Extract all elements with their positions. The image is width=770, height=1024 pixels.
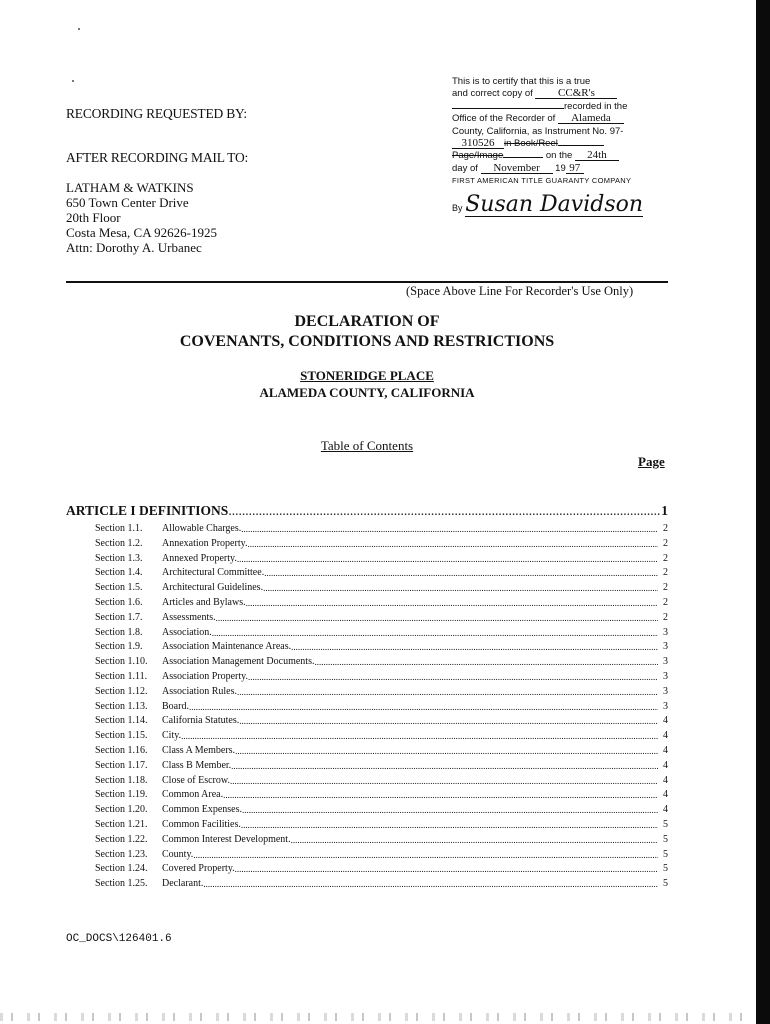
dot-leader: [237, 552, 658, 567]
document-title-line2: COVENANTS, CONDITIONS AND RESTRICTIONS: [179, 333, 555, 350]
section-page: 4: [663, 774, 668, 786]
cert-fill: 97: [566, 163, 584, 174]
dot-leader: [228, 503, 661, 519]
section-number: Section 1.11.: [95, 670, 148, 682]
toc-section-row: [95, 685, 668, 700]
section-number: Section 1.19.: [95, 789, 148, 801]
section-title: Annexation Property.: [162, 537, 248, 549]
section-page: 4: [663, 789, 668, 801]
dot-leader: [239, 714, 658, 729]
section-title: City.: [162, 730, 182, 742]
dot-leader: [247, 537, 658, 552]
dot-leader: [216, 611, 658, 626]
dot-leader: [237, 685, 658, 700]
toc-heading: Table of Contents: [320, 438, 414, 453]
dot-leader: [314, 655, 658, 670]
project-location: ALAMEDA COUNTY, CALIFORNIA: [259, 385, 475, 400]
section-title: Close of Escrow.: [162, 774, 230, 786]
section-title: Association Maintenance Areas.: [162, 641, 292, 653]
section-number: Section 1.16.: [95, 744, 148, 756]
scan-noise: [0, 1013, 756, 1021]
dot-leader: [263, 581, 658, 596]
section-number: Section 1.2.: [95, 537, 143, 549]
signature: Susan Davidson: [465, 191, 644, 217]
address-line: LATHAM & WATKINS: [66, 180, 194, 195]
document-title: DECLARATION OF: [294, 313, 440, 330]
toc-section-row: [95, 581, 668, 596]
dot-leader: [193, 848, 658, 863]
toc-section-row: [95, 655, 668, 670]
recorder-use-note: (Space Above Line For Recorder's Use Only): [406, 284, 634, 298]
toc-section-row: [95, 537, 668, 552]
dot-leader: [235, 862, 658, 877]
section-title: Architectural Committee.: [162, 567, 265, 579]
cert-line: This is to certify that this is a true: [452, 76, 591, 87]
section-title: Common Area.: [162, 789, 224, 801]
section-number: Section 1.4.: [95, 567, 143, 579]
dot-leader: [246, 596, 658, 611]
section-title: Common Interest Development.: [162, 833, 291, 845]
cert-line: recorded in the: [452, 101, 652, 113]
section-number: Section 1.8.: [95, 626, 143, 638]
toc-section-row: [95, 596, 668, 611]
toc-section-row: [95, 714, 668, 729]
section-title: Association Rules.: [162, 685, 237, 697]
section-title: Association Property.: [162, 670, 249, 682]
cert-line: County, California, as Instrument No. 97-: [452, 125, 624, 137]
section-page: 3: [663, 626, 668, 638]
toc-section-row: [95, 833, 668, 848]
toc-section-row: [95, 744, 668, 759]
section-title: County.: [162, 848, 194, 860]
toc-section-row: [95, 611, 668, 626]
section-title: Architectural Guidelines.: [162, 582, 264, 594]
section-title: Common Expenses.: [162, 804, 242, 816]
section-number: Section 1.18.: [95, 774, 148, 786]
toc-section-row: [95, 803, 668, 818]
dot-leader: [291, 640, 658, 655]
article-page: 1: [661, 503, 668, 518]
section-number: Section 1.24.: [95, 863, 148, 875]
recorder-divider: [66, 281, 668, 283]
address-line: Attn: Dorothy A. Urbanec: [66, 240, 202, 255]
section-page: 3: [663, 700, 668, 712]
dot-leader: [181, 729, 658, 744]
dot-leader: [230, 774, 658, 789]
section-title: Common Facilities.: [162, 818, 241, 830]
cert-line: and correct copy of CC&R's: [452, 88, 652, 100]
section-number: Section 1.9.: [95, 641, 143, 653]
section-page: 4: [663, 715, 668, 727]
mailing-address: [66, 180, 217, 255]
section-title: Declarant.: [162, 878, 204, 890]
section-number: Section 1.13.: [95, 700, 148, 712]
toc-article-row: [66, 503, 668, 519]
certification-stamp: [452, 76, 652, 217]
toc-section-list: [95, 522, 668, 892]
toc-section-row: [95, 818, 668, 833]
section-page: 2: [663, 596, 668, 608]
section-number: Section 1.15.: [95, 730, 148, 742]
section-title: Association Management Documents.: [162, 656, 315, 668]
section-title: Annexed Property.: [162, 552, 237, 564]
signature-line: By Susan Davidson: [452, 191, 644, 217]
section-title: Association.: [162, 626, 212, 638]
dot-leader: [203, 877, 658, 892]
cert-fill: Alameda: [558, 113, 624, 124]
section-number: Section 1.3.: [95, 552, 143, 564]
section-page: 2: [663, 582, 668, 594]
toc-section-row: [95, 877, 668, 892]
cert-line: Page/Image on the 24th: [452, 150, 652, 162]
title-company: FIRST AMERICAN TITLE GUARANTY COMPANY: [452, 176, 632, 186]
document-id: OC_DOCS\126401.6: [66, 933, 172, 945]
section-number: Section 1.25.: [95, 878, 148, 890]
dot-leader: [291, 833, 658, 848]
section-page: 2: [663, 611, 668, 623]
section-number: Section 1.14.: [95, 715, 148, 727]
scan-speck: [78, 28, 80, 30]
address-line: Costa Mesa, CA 92626-1925: [66, 225, 217, 240]
section-page: 3: [663, 656, 668, 668]
section-page: 3: [663, 641, 668, 653]
toc-section-row: [95, 566, 668, 581]
scan-edge: [756, 0, 770, 1024]
project-name: STONERIDGE PLACE: [300, 368, 434, 383]
scan-speck: [72, 80, 74, 82]
section-page: 3: [663, 670, 668, 682]
section-page: 4: [663, 804, 668, 816]
section-page: 5: [663, 878, 668, 890]
section-number: Section 1.7.: [95, 611, 143, 623]
section-number: Section 1.22.: [95, 833, 148, 845]
cert-fill: CC&R's: [535, 88, 617, 99]
toc-section-row: [95, 626, 668, 641]
section-number: Section 1.6.: [95, 596, 143, 608]
section-title: Allowable Charges.: [162, 523, 242, 534]
section-page: 2: [663, 552, 668, 564]
cert-line: day of November 19 97: [452, 163, 652, 175]
toc-section-row: [95, 862, 668, 877]
cert-fill: 310526: [452, 138, 504, 149]
cert-fill: November: [481, 163, 553, 174]
toc-section-row: [95, 729, 668, 744]
dot-leader: [235, 744, 658, 759]
dot-leader: [242, 803, 658, 818]
address-line: 20th Floor: [66, 210, 121, 225]
section-number: Section 1.17.: [95, 759, 148, 771]
toc-section-row: [95, 788, 668, 803]
section-title: Assessments.: [162, 611, 216, 623]
section-title: Class A Members.: [162, 744, 236, 756]
dot-leader: [248, 670, 658, 685]
dot-leader: [241, 818, 658, 833]
dot-leader: [231, 759, 658, 774]
toc-section-row: [95, 670, 668, 685]
toc-section-row: [95, 522, 668, 537]
dot-leader: [241, 522, 658, 537]
section-title: Articles and Bylaws.: [162, 596, 246, 608]
mail-to-label: AFTER RECORDING MAIL TO:: [66, 150, 249, 165]
dot-leader: [189, 700, 658, 715]
section-number: Section 1.20.: [95, 804, 148, 816]
dot-leader: [264, 566, 658, 581]
toc-section-row: [95, 552, 668, 567]
article-label: ARTICLE I DEFINITIONS: [66, 503, 229, 518]
recording-requested-label: RECORDING REQUESTED BY:: [66, 106, 247, 121]
section-page: 4: [663, 730, 668, 742]
section-page: 3: [663, 685, 668, 697]
cert-line: Office of the Recorder of Alameda: [452, 113, 652, 125]
address-line: 650 Town Center Drive: [66, 195, 189, 210]
section-page: 2: [663, 567, 668, 579]
section-page: 2: [663, 523, 668, 534]
section-page: 5: [663, 848, 668, 860]
cert-line: 310526 in Book/Reel: [452, 138, 652, 150]
page-column-heading: Page: [638, 454, 665, 469]
toc-section-row: [95, 774, 668, 789]
section-page: 2: [663, 537, 668, 549]
section-page: 5: [663, 833, 668, 845]
section-number: Section 1.5.: [95, 582, 143, 594]
section-title: Covered Property.: [162, 863, 235, 875]
section-number: Section 1.1.: [95, 523, 143, 534]
section-page: 5: [663, 818, 668, 830]
toc-section-row: [95, 848, 668, 863]
toc-section-row: [95, 700, 668, 715]
section-title: Class B Member.: [162, 759, 232, 771]
section-number: Section 1.21.: [95, 818, 148, 830]
dot-leader: [212, 626, 658, 641]
cert-fill: 24th: [575, 150, 619, 161]
section-number: Section 1.23.: [95, 848, 148, 860]
section-number: Section 1.12.: [95, 685, 148, 697]
toc-section-row: [95, 640, 668, 655]
section-page: 5: [663, 863, 668, 875]
toc-section-row: [95, 759, 668, 774]
section-page: 4: [663, 744, 668, 756]
section-number: Section 1.10.: [95, 656, 148, 668]
dot-leader: [223, 788, 658, 803]
section-title: California Statutes.: [162, 715, 240, 727]
section-page: 4: [663, 759, 668, 771]
section-title: Board.: [162, 700, 189, 712]
